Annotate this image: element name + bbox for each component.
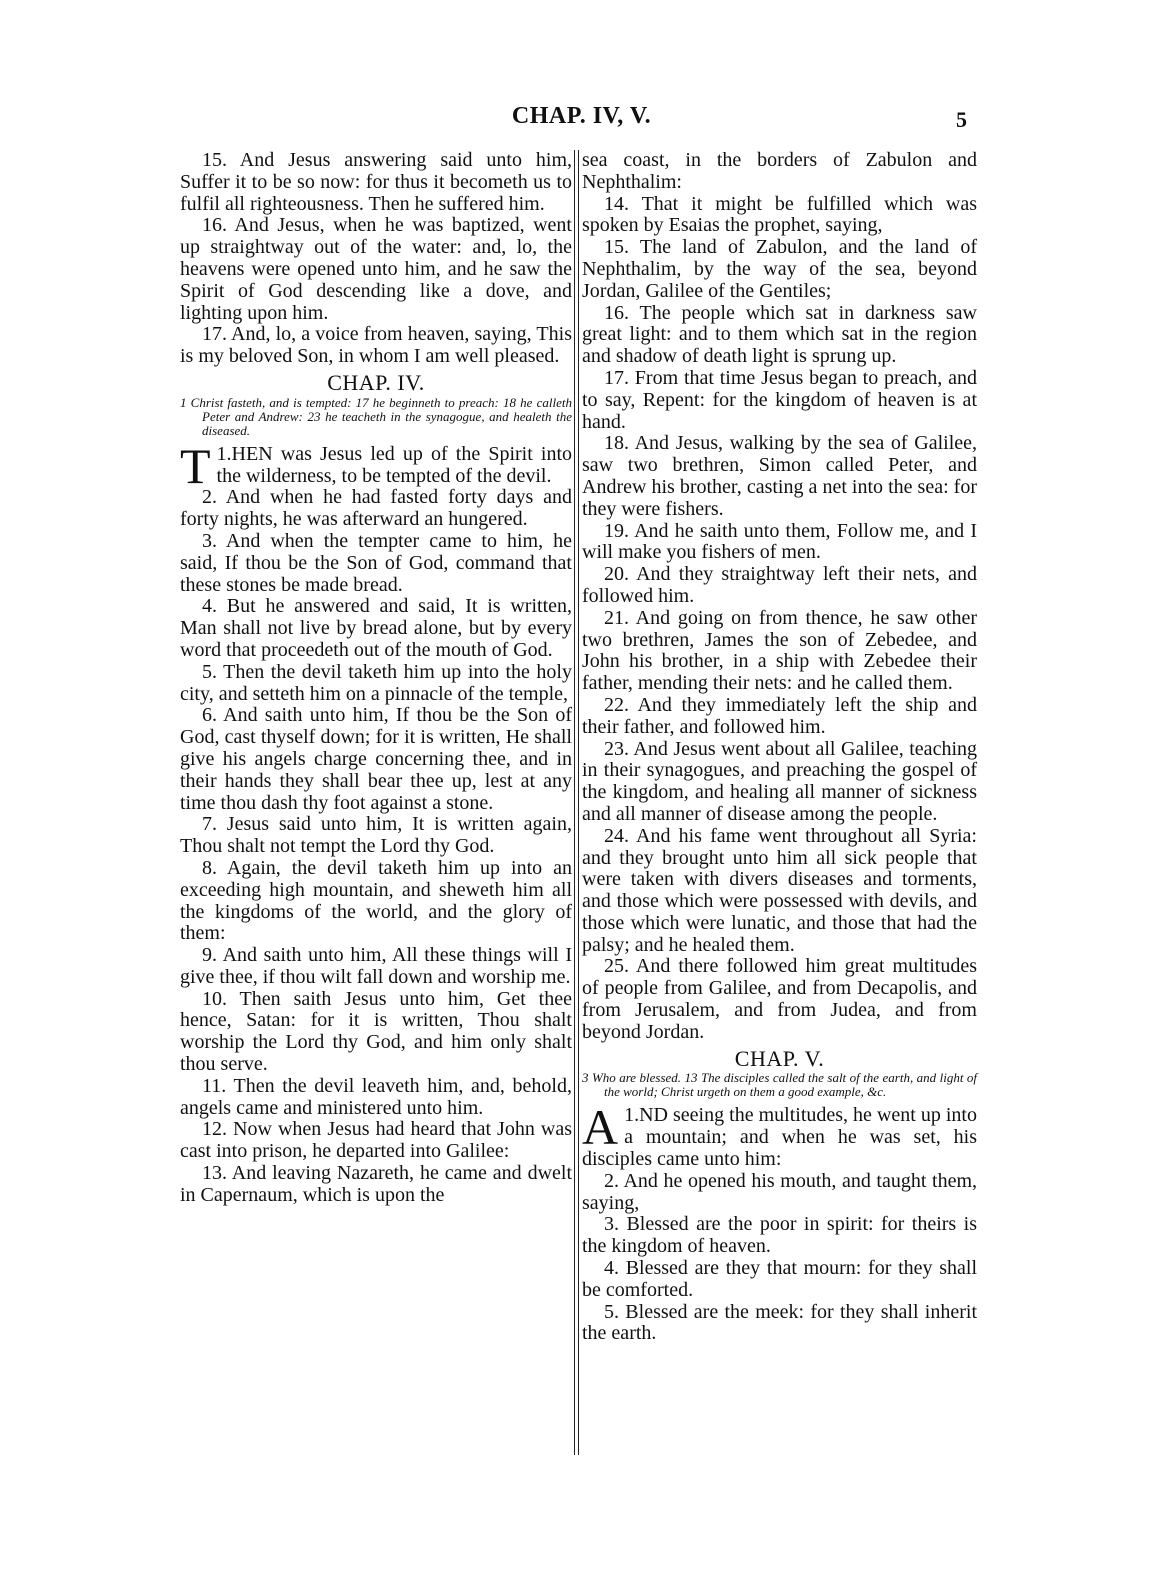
verse-4-15: 15. The land of Zabulon, and the land of Nephthalim, by the way of the sea, beyond Jordan, Galilee of the Gentiles; xyxy=(582,236,977,302)
verse-4-16: 16. The people which sat in darkness saw great light: and to them which sat in the region and shadow of death light is sprung up. xyxy=(582,301,977,368)
verse-4-11: 11. Then the devil leaveth him, and, behold, angels came and ministered unto him. xyxy=(180,1074,572,1119)
verse-4-12: 12. Now when Jesus had heard that John was cast into prison, he departed into Galilee: xyxy=(180,1118,572,1163)
verse-4-8: 8. Again, the devil taketh him up into an exceeding high mountain, and sheweth him all the kingdoms of the world, and the glory of them: xyxy=(180,856,572,945)
verse-4-1 xyxy=(180,437,572,494)
verse-4-3: 3. And when the tempter came to him, he said, If thou be the Son of God, command that these stones be made bread. xyxy=(180,529,572,596)
verse-text: ND seeing the multitudes, he went up into a mountain; and when he was set, his disciples came unto him: xyxy=(582,1104,977,1171)
chapter-4-summary: 1 Christ fasteth, and is tempted: 17 he beginneth to preach: 18 he calleth Peter and Andrew: 23 he teacheth in the synagogue, and healeth the diseased. xyxy=(180,394,572,438)
page-header xyxy=(0,103,1163,133)
verse-5-4: 4. Blessed are they that mourn: for they shall be comforted. xyxy=(582,1257,977,1301)
page-number: 5 xyxy=(956,107,967,132)
verse-text: HEN was Jesus led up of the Spirit into the wilderness, to be tempted of the devil. xyxy=(216,442,572,487)
drop-cap-letter: A xyxy=(582,1099,619,1156)
verse-4-6: 6. And saith unto him, If thou be the Son of God, cast thyself down; for it is written, He shall give his angels charge concerning thee, and in their hands they shall bear thee up, lest at any time thou dash thy foot against a stone. xyxy=(180,704,572,814)
running-title: CHAP. IV, V. xyxy=(511,103,652,129)
verse-4-21: 21. And going on from thence, he saw other two brethren, James the son of Zebedee, and John his brother, in a ship with Zebedee their father, mending their nets: and he called them. xyxy=(582,606,977,695)
verse-4-5: 5. Then the devil taketh him up into the holy city, and setteth him on a pinnacle of the temple, xyxy=(180,660,572,705)
verse-3-17: 17. And, lo, a voice from heaven, saying, This is my beloved Son, in whom I am well pleased. xyxy=(180,323,572,368)
verse-4-13: 13. And leaving Nazareth, he came and dwelt in Capernaum, which is upon the xyxy=(180,1162,572,1206)
verse-number: 1. xyxy=(216,442,232,465)
verse-4-24: 24. And his fame went throughout all Syria: and they brought unto him all sick people that were taken with divers diseases and torments, and those which were possessed with devils, and those which were lunatic, and those that had the palsy; and he healed them. xyxy=(582,824,977,956)
column-divider-left xyxy=(574,150,575,1455)
verse-3-15: 15. And Jesus answering said unto him, Suffer it to be so now: for thus it becometh us to fulfil all righteousness. Then he suffered him. xyxy=(180,149,572,215)
right-column xyxy=(582,150,977,1345)
verse-4-23: 23. And Jesus went about all Galilee, teaching in their synagogues, and preaching the gospel of the kingdom, and healing all manner of sickness and all manner of disease among the people. xyxy=(582,737,977,825)
verse-5-2: 2. And he opened his mouth, and taught them, saying, xyxy=(582,1169,977,1214)
drop-cap-letter: T xyxy=(180,437,211,494)
verse-4-10: 10. Then saith Jesus unto him, Get thee hence, Satan: for it is written, Thou shalt worship the Lord thy God, and him only shalt thou serve. xyxy=(180,987,572,1076)
left-column xyxy=(180,150,572,1207)
verse-5-3: 3. Blessed are the poor in spirit: for theirs is the kingdom of heaven. xyxy=(582,1213,977,1258)
chapter-5-summary: 3 Who are blessed. 13 The disciples called the salt of the earth, and light of the world; Christ urgeth on them a good example, &c. xyxy=(582,1070,977,1100)
verse-4-25: 25. And there followed him great multitudes of people from Galilee, and from Decapolis, and from Jerusalem, and from Judea, and from beyond Jordan. xyxy=(582,955,977,1043)
verse-3-16: 16. And Jesus, when he was baptized, went up straightway out of the water: and, lo, the heavens were opened unto him, and he saw the Spirit of God descending like a dove, and lighting upon him. xyxy=(180,214,572,324)
chapter-4-heading: CHAP. IV. xyxy=(327,369,425,395)
verse-4-2: 2. And when he had fasted forty days and forty nights, he was afterward an hungered. xyxy=(180,486,572,531)
verse-4-17: 17. From that time Jesus began to preach, and to say, Repent: for the kingdom of heaven is at hand. xyxy=(582,366,977,433)
verse-4-14: 14. That it might be fulfilled which was spoken by Esaias the prophet, saying, xyxy=(582,192,977,237)
verse-4-4: 4. But he answered and said, It is written, Man shall not live by bread alone, but by every word that proceedeth out of the mouth of God. xyxy=(180,595,572,661)
verse-number: 1. xyxy=(624,1104,640,1127)
verse-4-20: 20. And they straightway left their nets, and followed him. xyxy=(582,563,977,607)
verse-4-19: 19. And he saith unto them, Follow me, and I will make you fishers of men. xyxy=(582,519,977,564)
verse-4-7: 7. Jesus said unto him, It is written again, Thou shalt not tempt the Lord thy God. xyxy=(180,813,572,858)
verse-4-18: 18. And Jesus, walking by the sea of Galilee, saw two brethren, Simon called Peter, and Andrew his brother, casting a net into the sea: for they were fishers. xyxy=(582,432,977,520)
verse-5-1 xyxy=(582,1099,977,1171)
column-divider-right xyxy=(578,150,579,1455)
chapter-5-heading: CHAP. V. xyxy=(734,1045,825,1071)
verse-5-5: 5. Blessed are the meek: for they shall inherit the earth. xyxy=(582,1300,977,1345)
verse-4-9: 9. And saith unto him, All these things will I give thee, if thou wilt fall down and worship me. xyxy=(180,944,572,988)
verse-4-22: 22. And they immediately left the ship and their father, and followed him. xyxy=(582,693,977,738)
verse-4-13-continued: sea coast, in the borders of Zabulon and Nephthalim: xyxy=(582,149,977,193)
